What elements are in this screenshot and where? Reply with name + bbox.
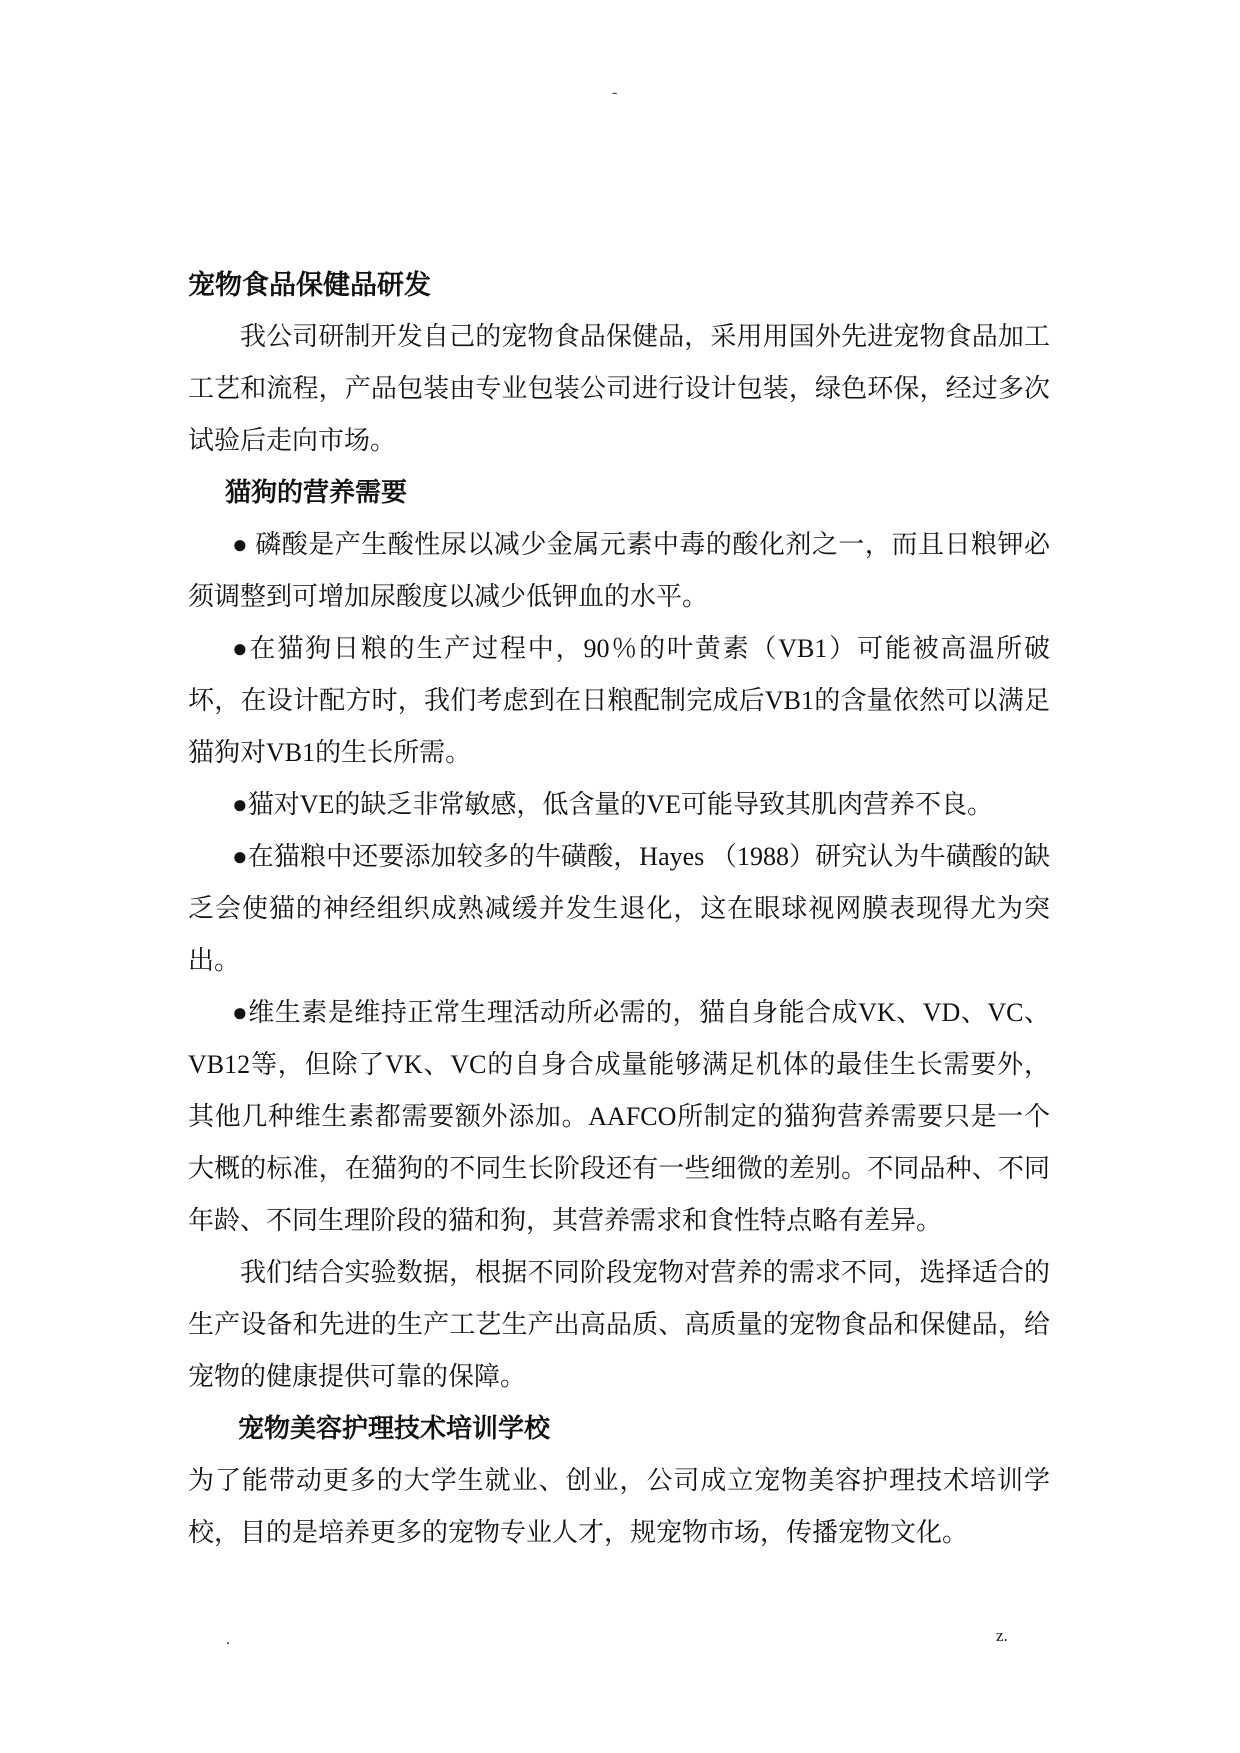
- doc-title: 宠物食品保健品研发: [188, 270, 431, 300]
- bullet-item-taurine: ●在猫粮中还要添加较多的牛磺酸，Hayes （1988）研究认为牛磺酸的缺乏会使猫的神经组织成熟减缓并发生退化，这在眼球视网膜表现得尤为突出。: [188, 842, 1050, 975]
- bullet-item-vitamins: ●维生素是维持正常生理活动所必需的，猫自身能合成VK、VD、VC、VB12等，但除了VK、VC的自身合成量能够满足机体的最佳生长需要外，其他几种维生素都需要额外添加。AAFCO所制定的猫狗营养需要只是一个大概的标准，在猫狗的不同生长阶段还有一些细微的差别。不同品种、不同年龄、不同生理阶段的猫和狗，其营养需求和食性特点略有差异。: [188, 998, 1050, 1235]
- intro-paragraph: 我公司研制开发自己的宠物食品保健品，采用用国外先进宠物食品加工工艺和流程，产品包装由专业包装公司进行设计包装，绿色环保，经过多次试验后走向市场。: [188, 322, 1050, 455]
- school-paragraph: 为了能带动更多的大学生就业、创业，公司成立宠物美容护理技术培训学校，目的是培养更多的宠物专业人才，规宠物市场，传播宠物文化。: [188, 1466, 1050, 1547]
- school-heading: 宠物美容护理技术培训学校: [238, 1414, 551, 1443]
- page-footer-right-mark: z.: [996, 1626, 1008, 1645]
- nutrition-heading: 猫狗的营养需要: [225, 478, 408, 507]
- bullet-item-ve: ●猫对VE的缺乏非常敏感，低含量的VE可能导致其肌肉营养不良。: [232, 790, 994, 819]
- bullet-item-phosphoric-acid: ● 磷酸是产生酸性尿以减少金属元素中毒的酸化剂之一，而且日粮钾必须调整到可增加尿酸度以减少低钾血的水平。: [188, 530, 1050, 611]
- bullet-item-vb1: ●在猫狗日粮的生产过程中，90％的叶黄素（VB1）可能被高温所破坏，在设计配方时，我们考虑到在日粮配制完成后VB1的含量依然可以满足猫狗对VB1的生长所需。: [188, 634, 1050, 767]
- page-header-mark: -: [612, 84, 618, 101]
- page-footer-left-mark: .: [226, 1631, 230, 1648]
- production-paragraph: 我们结合实验数据，根据不同阶段宠物对营养的需求不同，选择适合的生产设备和先进的生产工艺生产出高品质、高质量的宠物食品和保健品，给宠物的健康提供可靠的保障。: [188, 1258, 1050, 1391]
- document-body: [188, 259, 1050, 1559]
